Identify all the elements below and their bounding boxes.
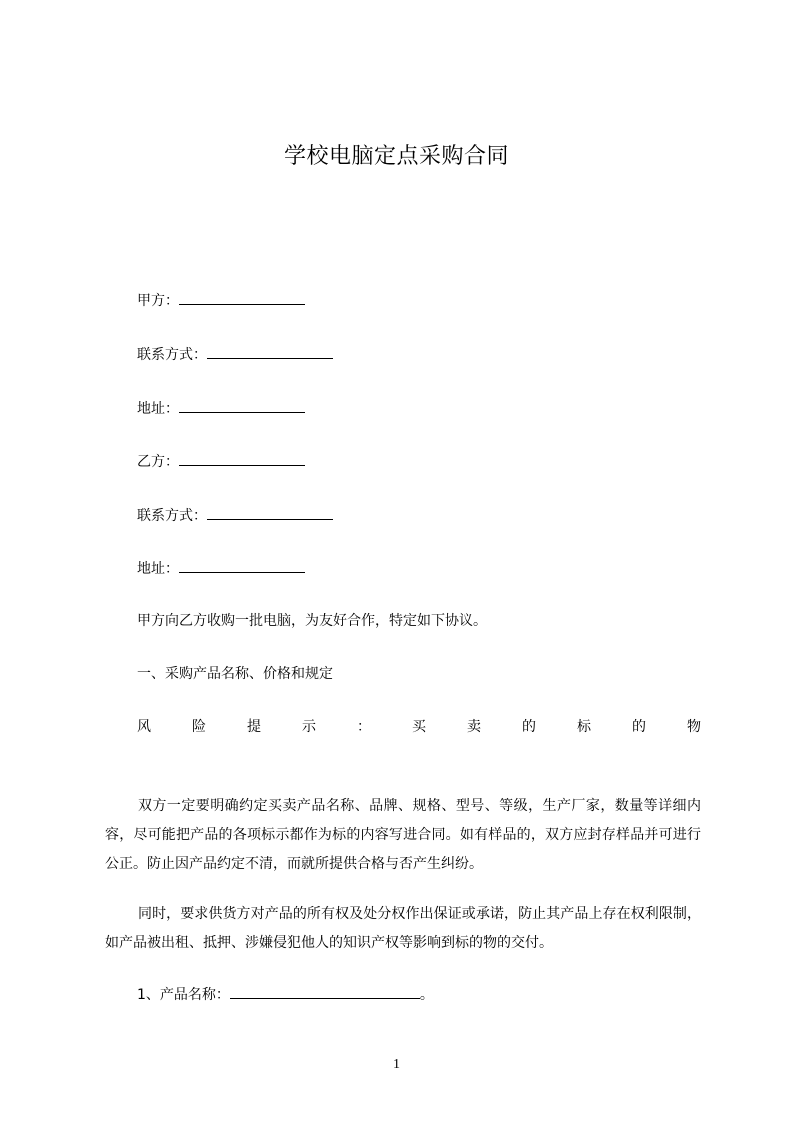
party-a-address-blank (179, 398, 305, 413)
risk-char: 险 (192, 719, 206, 735)
risk-char: 卖 (467, 719, 481, 735)
party-b-contact-field (137, 505, 333, 526)
party-a-contact-blank (207, 344, 333, 359)
party-a-contact-field (137, 344, 333, 365)
risk-notice-line (137, 717, 701, 737)
party-b-address-blank (179, 558, 305, 573)
contract-title: 学校电脑定点采购合同 (283, 144, 509, 169)
risk-char: ： (357, 719, 371, 735)
party-b-address-label: 地址： (137, 561, 179, 577)
party-b-contact-label: 联系方式： (137, 508, 207, 524)
item-1-blank (230, 984, 420, 999)
item-1-suffix: 。 (419, 987, 434, 1003)
party-a-field (137, 290, 305, 311)
risk-char: 的 (522, 719, 536, 735)
party-a-contact-label: 联系方式： (137, 347, 207, 363)
party-b-label: 乙方： (137, 454, 179, 470)
party-a-blank (179, 290, 305, 305)
party-b-blank (179, 451, 305, 466)
risk-char: 标 (577, 719, 591, 735)
party-a-address-field (137, 398, 305, 419)
party-a-label: 甲方： (137, 293, 179, 309)
item-1-label: 1、产品名称： (137, 987, 230, 1003)
section-1-heading: 一、采购产品名称、价格和规定 (137, 666, 333, 682)
risk-char: 物 (687, 719, 701, 735)
party-b-address-field (137, 558, 305, 579)
page-number: 1 (393, 1057, 400, 1072)
item-1-product-name-field (137, 984, 434, 1005)
party-b-contact-blank (207, 505, 333, 520)
risk-char: 的 (632, 719, 646, 735)
paragraph-product-specification: 双方一定要明确约定买卖产品名称、品牌、规格、型号、等级，生产厂家，数量等详细内容，尽可能把产品的各项标示都作为标的内容写进合同。如有样品的，双方应封存样品并可进行公正。防止因产品约定不清，而就所提供合格与否产生纠纷。 (105, 798, 701, 872)
intro-text: 甲方向乙方收购一批电脑，为友好合作，特定如下协议。 (137, 613, 487, 629)
risk-char: 示 (302, 719, 316, 735)
party-a-address-label: 地址： (137, 401, 179, 417)
party-b-field (137, 451, 305, 472)
paragraph-ownership-guarantee: 同时，要求供货方对产品的所有权及处分权作出保证或承诺，防止其产品上存在权利限制，如产品被出租、抵押、涉嫌侵犯他人的知识产权等影响到标的物的交付。 (105, 906, 701, 951)
risk-char: 风 (137, 719, 151, 735)
risk-char: 提 (247, 719, 261, 735)
risk-char: 买 (412, 719, 426, 735)
